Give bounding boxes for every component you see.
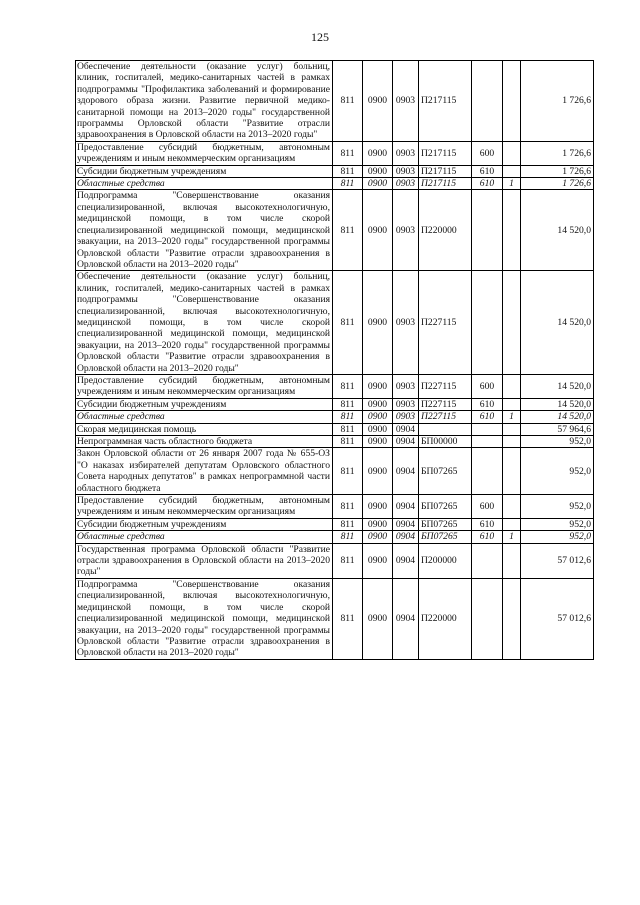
row-grbs-code: 811 (333, 495, 363, 519)
row-grbs-code: 811 (333, 165, 363, 177)
row-section-code: 0900 (363, 423, 393, 435)
table-row (76, 578, 594, 659)
table-row (76, 141, 594, 165)
row-funding-source (503, 578, 521, 659)
table-row (76, 423, 594, 435)
row-funding-source (503, 374, 521, 398)
row-target-article: П227115 (419, 398, 472, 410)
row-name: Подпрограмма "Совершенствование оказания специализированной, включая высокотехнологичную, медицинской помощи, в том числе скорой специализированной медицинской помощи, медицинской эвакуации, на 2013–2020 годы" государственной программы Орловской области "Развитие отрасли здравоохранения в Орловской области на 2013–2020 годы" (76, 190, 333, 271)
row-section-code: 0900 (363, 411, 393, 423)
row-target-article: П217115 (419, 141, 472, 165)
row-expense-type: 600 (472, 495, 503, 519)
row-section-code: 0900 (363, 448, 393, 495)
row-grbs-code: 811 (333, 190, 363, 271)
row-name: Субсидии бюджетным учреждениям (76, 165, 333, 177)
row-target-article (419, 423, 472, 435)
row-expense-type: 610 (472, 518, 503, 530)
row-amount: 14 520,0 (521, 411, 594, 423)
row-name: Субсидии бюджетным учреждениям (76, 398, 333, 410)
row-funding-source (503, 398, 521, 410)
row-section-code: 0900 (363, 271, 393, 375)
row-grbs-code: 811 (333, 436, 363, 448)
row-funding-source (503, 423, 521, 435)
table-row (76, 531, 594, 543)
row-funding-source (503, 141, 521, 165)
row-amount: 952,0 (521, 531, 594, 543)
row-amount: 1 726,6 (521, 165, 594, 177)
row-subsection-code: 0903 (393, 61, 419, 142)
row-name: Обеспечение деятельности (оказание услуг) больниц, клиник, госпиталей, медико-санитарных частей в рамках подпрограммы "Профилактика заболеваний и формирование здорового образа жизни. Развитие первичной медико-санитарной помощи на 2013–2020 годы" государственной программы Орловской области "Развитие отрасли здравоохранения в Орловской области на 2013–2020 годы" (76, 61, 333, 142)
row-expense-type (472, 578, 503, 659)
table-row (76, 411, 594, 423)
row-funding-source (503, 543, 521, 578)
row-amount: 14 520,0 (521, 271, 594, 375)
row-grbs-code: 811 (333, 543, 363, 578)
row-subsection-code: 0904 (393, 495, 419, 519)
row-subsection-code: 0903 (393, 398, 419, 410)
table-body (76, 61, 594, 660)
row-funding-source: 1 (503, 411, 521, 423)
row-section-code: 0900 (363, 398, 393, 410)
row-subsection-code: 0904 (393, 543, 419, 578)
row-expense-type (472, 61, 503, 142)
row-target-article: П217115 (419, 165, 472, 177)
row-name: Областные средства (76, 411, 333, 423)
row-funding-source (503, 61, 521, 142)
table-row (76, 518, 594, 530)
row-section-code: 0900 (363, 578, 393, 659)
row-target-article: П227115 (419, 271, 472, 375)
row-subsection-code: 0903 (393, 411, 419, 423)
row-amount: 14 520,0 (521, 398, 594, 410)
row-expense-type: 610 (472, 165, 503, 177)
row-section-code: 0900 (363, 495, 393, 519)
table-row (76, 165, 594, 177)
row-subsection-code: 0904 (393, 436, 419, 448)
row-section-code: 0900 (363, 531, 393, 543)
row-funding-source: 1 (503, 178, 521, 190)
row-target-article: БП07265 (419, 531, 472, 543)
row-expense-type: 600 (472, 374, 503, 398)
table-row (76, 178, 594, 190)
row-funding-source (503, 165, 521, 177)
table-row (76, 374, 594, 398)
row-target-article: БП07265 (419, 495, 472, 519)
row-subsection-code: 0904 (393, 578, 419, 659)
row-subsection-code: 0904 (393, 448, 419, 495)
row-name: Государственная программа Орловской области "Развитие отрасли здравоохранения в Орловской области на 2013–2020 годы" (76, 543, 333, 578)
row-section-code: 0900 (363, 141, 393, 165)
row-funding-source (503, 448, 521, 495)
row-name: Предоставление субсидий бюджетным, автономным учреждениям и иным некоммерческим организациям (76, 495, 333, 519)
row-target-article: П220000 (419, 578, 472, 659)
table-row (76, 448, 594, 495)
row-amount: 1 726,6 (521, 61, 594, 142)
row-amount: 1 726,6 (521, 141, 594, 165)
row-name: Предоставление субсидий бюджетным, автономным учреждениям и иным некоммерческим организациям (76, 141, 333, 165)
row-expense-type (472, 423, 503, 435)
row-expense-type (472, 190, 503, 271)
row-name: Обеспечение деятельности (оказание услуг) больниц, клиник, госпиталей, медико-санитарных частей в рамках подпрограммы "Совершенствование оказания специализированной, включая высокотехнологичную, медицинской помощи, в том числе скорой специализированной медицинской помощи, медицинской эвакуации, на 2013–2020 годы" государственной программы Орловской области "Развитие отрасли здравоохранения в Орловской области на 2013–2020 годы" (76, 271, 333, 375)
row-section-code: 0900 (363, 178, 393, 190)
row-amount: 57 964,6 (521, 423, 594, 435)
row-grbs-code: 811 (333, 531, 363, 543)
row-target-article: БП07265 (419, 518, 472, 530)
row-subsection-code: 0904 (393, 531, 419, 543)
row-amount: 952,0 (521, 448, 594, 495)
row-grbs-code: 811 (333, 411, 363, 423)
row-subsection-code: 0903 (393, 374, 419, 398)
row-subsection-code: 0903 (393, 141, 419, 165)
row-funding-source (503, 436, 521, 448)
row-expense-type (472, 448, 503, 495)
row-name: Скорая медицинская помощь (76, 423, 333, 435)
row-amount: 14 520,0 (521, 190, 594, 271)
row-amount: 14 520,0 (521, 374, 594, 398)
row-grbs-code: 811 (333, 518, 363, 530)
row-section-code: 0900 (363, 543, 393, 578)
row-grbs-code: 811 (333, 398, 363, 410)
row-amount: 57 012,6 (521, 578, 594, 659)
row-expense-type: 610 (472, 398, 503, 410)
row-funding-source (503, 190, 521, 271)
row-amount: 57 012,6 (521, 543, 594, 578)
row-grbs-code: 811 (333, 141, 363, 165)
budget-table (75, 60, 594, 660)
row-target-article: П227115 (419, 411, 472, 423)
row-section-code: 0900 (363, 436, 393, 448)
row-expense-type: 610 (472, 178, 503, 190)
row-target-article: П227115 (419, 374, 472, 398)
row-funding-source (503, 271, 521, 375)
row-subsection-code: 0903 (393, 271, 419, 375)
row-name: Областные средства (76, 178, 333, 190)
row-target-article: БП00000 (419, 436, 472, 448)
table-row (76, 190, 594, 271)
row-name: Субсидии бюджетным учреждениям (76, 518, 333, 530)
row-amount: 952,0 (521, 436, 594, 448)
row-expense-type (472, 436, 503, 448)
row-subsection-code: 0903 (393, 190, 419, 271)
row-section-code: 0900 (363, 165, 393, 177)
row-expense-type (472, 271, 503, 375)
row-subsection-code: 0904 (393, 423, 419, 435)
row-expense-type: 610 (472, 411, 503, 423)
row-name: Подпрограмма "Совершенствование оказания специализированной, включая высокотехнологичную, медицинской помощи, в том числе скорой специализированной медицинской помощи, медицинской эвакуации, на 2013–2020 годы" государственной программы Орловской области "Развитие отрасли здравоохранения в Орловской области на 2013–2020 годы" (76, 578, 333, 659)
row-target-article: П217115 (419, 178, 472, 190)
row-grbs-code: 811 (333, 374, 363, 398)
row-subsection-code: 0903 (393, 178, 419, 190)
row-section-code: 0900 (363, 61, 393, 142)
row-grbs-code: 811 (333, 178, 363, 190)
table-row (76, 271, 594, 375)
row-grbs-code: 811 (333, 578, 363, 659)
row-name: Закон Орловской области от 26 января 2007 года № 655-ОЗ "О наказах избирателей депутатам Орловского областного Совета народных депутатов" в рамках непрограммной части областного бюджета (76, 448, 333, 495)
page-number: 125 (311, 30, 329, 44)
row-expense-type (472, 543, 503, 578)
row-name: Непрограммная часть областного бюджета (76, 436, 333, 448)
row-grbs-code: 811 (333, 61, 363, 142)
row-name: Областные средства (76, 531, 333, 543)
row-amount: 1 726,6 (521, 178, 594, 190)
row-funding-source: 1 (503, 531, 521, 543)
table-row (76, 61, 594, 142)
row-target-article: П217115 (419, 61, 472, 142)
row-section-code: 0900 (363, 518, 393, 530)
table-row (76, 495, 594, 519)
row-grbs-code: 811 (333, 423, 363, 435)
row-target-article: П200000 (419, 543, 472, 578)
row-name: Предоставление субсидий бюджетным, автономным учреждениям и иным некоммерческим организациям (76, 374, 333, 398)
row-section-code: 0900 (363, 190, 393, 271)
row-section-code: 0900 (363, 374, 393, 398)
table-row (76, 543, 594, 578)
row-expense-type: 610 (472, 531, 503, 543)
row-target-article: БП07265 (419, 448, 472, 495)
row-subsection-code: 0903 (393, 165, 419, 177)
row-amount: 952,0 (521, 495, 594, 519)
table-row (76, 436, 594, 448)
row-expense-type: 600 (472, 141, 503, 165)
row-amount: 952,0 (521, 518, 594, 530)
row-target-article: П220000 (419, 190, 472, 271)
row-funding-source (503, 518, 521, 530)
row-funding-source (503, 495, 521, 519)
row-grbs-code: 811 (333, 271, 363, 375)
table-row (76, 398, 594, 410)
row-grbs-code: 811 (333, 448, 363, 495)
row-subsection-code: 0904 (393, 518, 419, 530)
